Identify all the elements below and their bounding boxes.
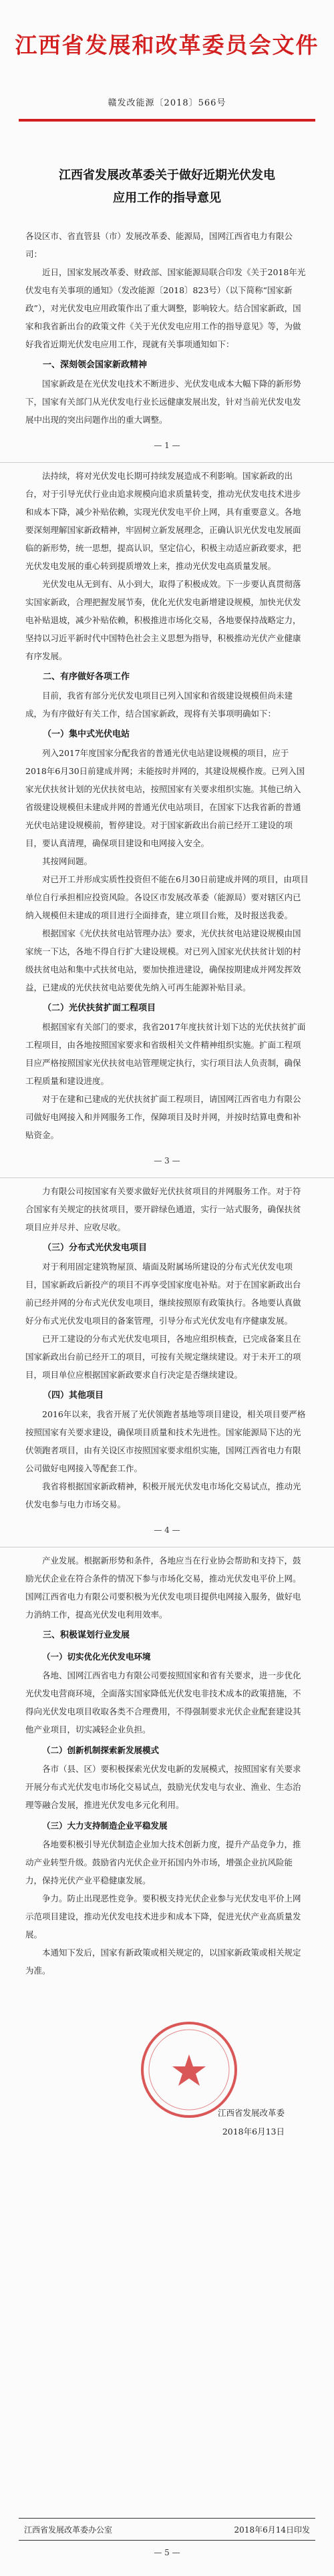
- subsection-heading: （一）集中式光伏电站: [43, 729, 130, 739]
- page-break: [0, 462, 334, 463]
- footer-issuer: 江西省发展改革委办公室: [24, 2525, 113, 2535]
- body-paragraph: 国家新政是在光伏发电技术不断进步、光伏发电成本大幅下降的新形势下，国家有关部门从光伏发电行业长远健康发展出发，针对当前光伏发电发展中出现的突出问题作出的重大调整。: [25, 379, 301, 425]
- body-paragraph: 力有限公司按国家有关要求做好光伏扶贫项目的并网服务工作。对于符合国家有关规定的扶贫项目，要开辟绿色通道，实行一站式服务，确保扶贫项目应并尽并、应收尽收。: [25, 1186, 301, 1232]
- body-paragraph: 根据国家有关部门的要求，我省2017年度扶贫计划下达的光伏扶贫扩面工程项目，由各地按照国家要求和省级相关文件精神组织实施。扩面工程项目应严格按照国家光伏扶贫电站管理规定执行，实行项目法人负责制，确保工程质量和建设进度。: [25, 1022, 306, 1086]
- signature-date: 2018年6月13日: [222, 2127, 285, 2137]
- page-number: — 4 —: [154, 1525, 180, 1535]
- footer-print-date: 2018年6月14日印发: [234, 2525, 310, 2535]
- subsection-heading: （三）大力支持制造企业平稳发展: [42, 1821, 168, 1831]
- body-paragraph: 其按网间题。: [42, 856, 93, 866]
- body-paragraph: 近日，国家发展改革委、财政部、国家能源局联合印发《关于2018年光伏发电有关事项的通知》（发改能源〔2018〕823号）（以下简称“国家新政”），对光伏发电应用政策作出了重大调整，影响较大。结合国家新政，国家和我省新出台的政策文件《关于光伏发电应用工作的指导意见》等，为做好我省近期光伏发电应用工作，现就有关事项通知如下：: [25, 267, 306, 349]
- body-paragraph: 各地要积极引导光伏制造企业加大技术创新力度，提升产品竞争力，推动产业转型升级。鼓励省内光伏企业开拓国内外市场，增强企业抗风险能力，保持光伏产业平稳健康发展。: [25, 1839, 301, 1885]
- body-paragraph: 法持续，将对光伏发电长期可持续发展造成不利影响。国家新政的出台，对于引导光伏行业由追求规模向追求质量转变，推动光伏发电技术进步和成本下降，减少补贴依赖，实现光伏发电平价上网，具有重要意义。各地要深刻理解国家新政精神，牢固树立新发展理念，正确认识光伏发电发展面临的新形势，统一思想，提高认识，坚定信心，积极主动适应新政要求，把光伏发电发展的重心转到提质增效上来，推动光伏发电高质量发展。: [25, 471, 301, 571]
- title-line-2: 应用工作的指导意见: [113, 191, 221, 205]
- subsection-heading: （二）光伏扶贫扩面工程项目: [43, 1003, 156, 1013]
- signature-org: 江西省发展改革委: [217, 2108, 285, 2118]
- body-paragraph: 对于在建和已建成的光伏扶贫扩面工程项目，请国网江西省电力有限公司做好电网接入和并网服务工作，保障项目及时并网，并按时结算电费和补贴资金。: [25, 1094, 301, 1140]
- body-paragraph: 2016年以来，我省开展了光伏领跑者基地等项目建设，相关项目要严格按照国家有关要求建设，确保项目质量和技术先进性。国家能源局下达的光伏领跑者项目，由有关设区市按照国家要求组织实施，国网江西省电力有限公司做好电网接入等配套工作。: [25, 1409, 306, 1473]
- recipients: 各设区市、省直管县（市）发展改革委、能源局，国网江西省电力有限公司：: [25, 231, 293, 259]
- body-paragraph: 列入2017年度国家分配我省的普通光伏电站建设规模的项目，应于2018年6月30日前建成并网；未能按时并网的，其建设规模作废。已列入国家光伏扶贫计划的光伏扶贫电站，按照国家有关要求组织实施。其他已纳入省级建设规模但未建成并网的普通光伏电站项目，在国家下达我省新的普通光伏电站建设规模前，暂停建设。对于国家新政出台前已经开工建设的项目，要认真清理，确保项目建设和电网接入安全。: [25, 748, 305, 848]
- body-paragraph: 产业发展。根据新形势和条件，各地应当在行业协会帮助和支持下，鼓励光伏企业在符合条件的情况下参与市场化交易，推动光伏发电平价上网。国网江西省电力有限公司要积极为光伏发电项目提供电网接入服务，做好电力消纳工作，提高光伏发电利用效率。: [25, 1555, 301, 1620]
- red-divider-line: [19, 119, 315, 122]
- section-heading: 一、深刻领会国家新政精神: [43, 360, 148, 370]
- body-paragraph: 本通知下发后，国家有新政策或相关规定的，以国家新政策或相关规定为准。: [25, 1948, 301, 1976]
- body-paragraph: 争力。防止出现恶性竞争。要积极支持光伏企业参与光伏发电平价上网示范项目建设，推动光伏发电技术进步和成本下降，促进光伏产业高质量发展。: [25, 1893, 301, 1940]
- section-heading: 二、有序做好各项工作: [43, 672, 130, 682]
- document-title: [47, 164, 287, 210]
- body-paragraph: 已开工建设的分布式光伏发电项目，各地应组织核查，已完成备案且在国家新政出台前已经开工的项目，可按有关规定继续建设。对于未开工的项目，项目单位应根据国家新政要求自行决定是否继续建设。: [25, 1334, 301, 1380]
- body-paragraph: 对于利用固定建筑物屋顶、墙面及附属场所建设的分布式光伏发电项目，国家新政后新投产的项目不再享受国家度电补贴。对于在国家新政出台前已经并网的分布式光伏发电项目，继续按照原有政策执行。各地要认真做好分布式光伏发电项目的备案管理，引导分布式光伏发电有序健康发展。: [25, 1262, 301, 1326]
- page-number: — 1 —: [154, 441, 180, 450]
- page-number: — 3 —: [154, 1156, 180, 1165]
- subsection-heading: （三）分布式光伏发电项目: [43, 1243, 148, 1253]
- body-paragraph: 根据国家《光伏扶贫电站管理办法》要求，光伏扶贫电站建设规模由国家统一下达，各地不得自行扩大建设规模。对已列入国家光伏扶贫计划的村级扶贫电站和集中式扶贫电站，要加快推进建设，确保按期建成并网发挥效益，已建成的光伏扶贫电站要优先纳入可再生能源补贴目录。: [25, 928, 301, 992]
- print-footer: [19, 2518, 315, 2541]
- document-header: [0, 0, 334, 108]
- page-number: — 5 —: [154, 2548, 180, 2557]
- body-paragraph: 各地、国网江西省电力有限公司要按照国家和省有关要求，进一步优化光伏发电营商环境，全面落实国家降低光伏发电非技术成本的政策措施，不得向光伏发电项目收取各类不合理费用，不得强制要求光伏企业配套建设其他产业项目，切实减轻企业负担。: [25, 1670, 301, 1734]
- title-line-1: 江西省发展改革委关于做好近期光伏发电: [59, 168, 275, 182]
- official-seal-icon: [139, 2020, 239, 2120]
- org-title: 江西省发展和改革委员会文件: [15, 32, 319, 58]
- document-body: [0, 263, 334, 1980]
- body-paragraph: 我省将根据国家新政精神，积极开展光伏发电市场化交易试点，推动光伏发电参与电力市场交易。: [25, 1481, 301, 1509]
- section-heading: 三、积极谋划行业发展: [43, 1630, 130, 1640]
- body-paragraph: 对已开工并形成实质性投资但不能在6月30日前建成并网的项目，由项目单位自行承担相应投资风险。各设区市发展改革委（能源局）要对辖区内已纳入规模但未建成的项目进行全面排查，建立项目台账，及时报送我委。: [25, 874, 309, 920]
- subsection-heading: （二）创新机制探索新发展模式: [42, 1745, 160, 1755]
- subsection-heading: （一）切实优化光伏发电环境: [42, 1652, 151, 1662]
- body-paragraph: 各市（县、区）要积极探索光伏发电新的发展模式，按照国家有关要求开展分布式光伏发电市场化交易试点，鼓励光伏发电与农业、渔业、生态治理等融合发展，推进光伏发电多元化利用。: [25, 1764, 301, 1810]
- body-paragraph: 目前，我省有部分光伏发电项目已列入国家和省级建设规模但尚未建成，为有序做好有关工作，结合国家新政，现将有关事项明确如下：: [25, 691, 293, 719]
- subsection-heading: （四）其他项目: [43, 1391, 104, 1401]
- signature-block: [25, 2006, 309, 2153]
- doc-number: 赣发改能源〔2018〕566号: [108, 98, 226, 108]
- body-paragraph: 光伏发电从无到有、从小到大，取得了积极成效。下一步要认真贯彻落实国家新政，合理把握发展节奏，优化光伏发电新增建设规模，加快光伏发电补贴退坡，减少补贴依赖，积极推进市场化交易，各地要保持战略定力，坚持以习近平新时代中国特色社会主义思想为指导，积极推动光伏产业健康有序发展。: [25, 579, 301, 661]
- page-break: [0, 1177, 334, 1178]
